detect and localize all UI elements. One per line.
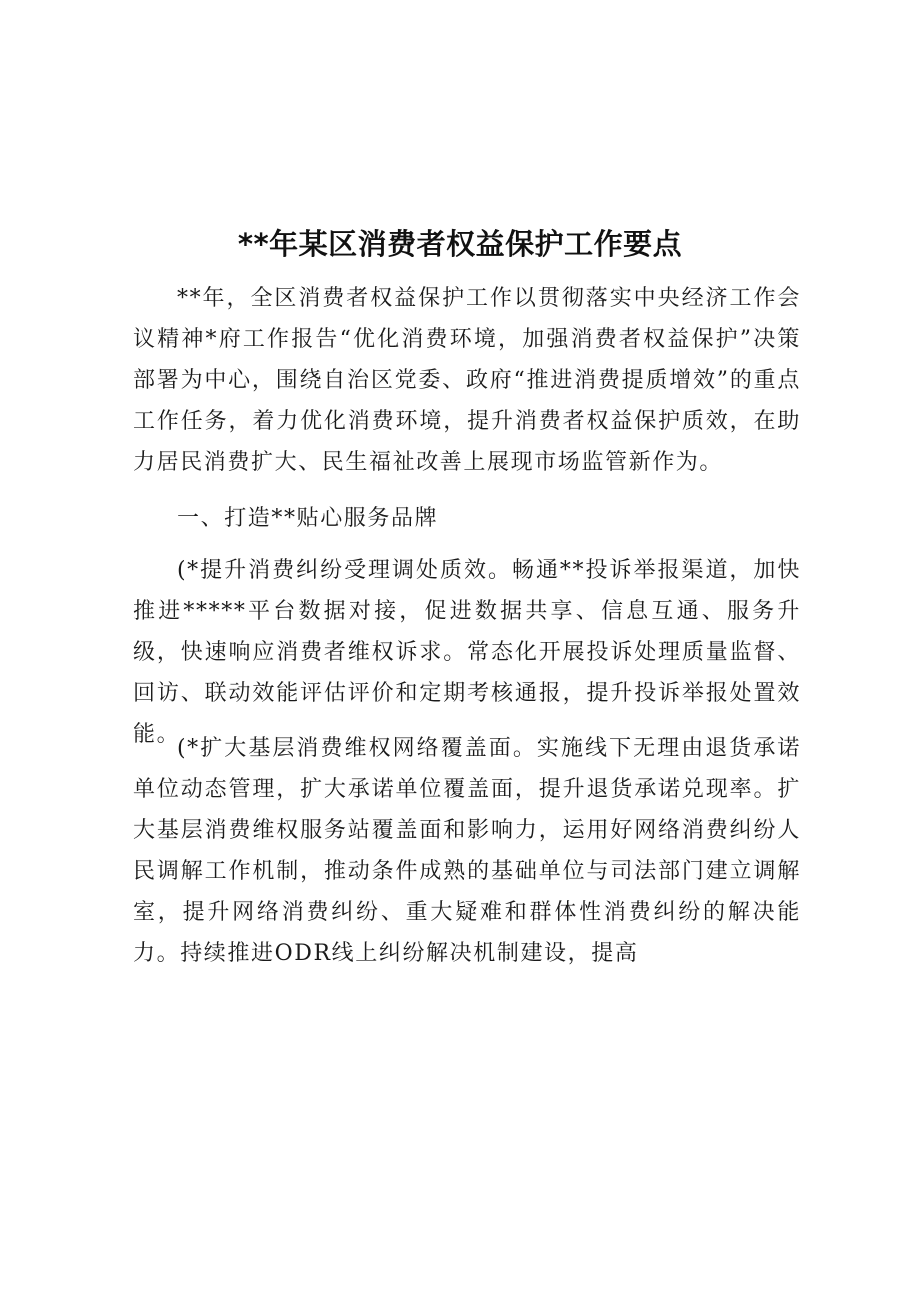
intro-paragraph: **年，全区消费者权益保护工作以贯彻落实中央经济工作会议精神*府工作报告“优化消费环境，加强消费者权益保护”决策部署为中心，围绕自治区党委、政府“推进消费提质增效”的重点工作任务，着力优化消费环境，提升消费者权益保护质效，在助力居民消费扩大、民生福祉改善上展现市场监管新作为。 [133,286,801,475]
item-paragraph-1: (*提升消费纠纷受理调处质效。畅通**投诉举报渠道，加快推进*****平台数据对接，促进数据共享、信息互通、服务升级，快速响应消费者维权诉求。常态化开展投诉处理质量监督、回访、联动效能评估评价和定期考核通报，提升投诉举报处置效能。 [133,558,801,747]
section-heading: 一、打造**贴心服务品牌 [177,506,439,531]
document-title: **年某区消费者权益保护工作要点 [237,227,683,261]
item-paragraph-2: (*扩大基层消费维权网络覆盖面。实施线下无理由退货承诺单位动态管理，扩大承诺单位覆盖面，提升退货承诺兑现率。扩大基层消费维权服务站覆盖面和影响力，运用好网络消费纠纷人民调解工作机制，推动条件成熟的基础单位与司法部门建立调解室，提升网络消费纠纷、重大疑难和群体性消费纠纷的解决能力。持续推进ODR线上纠纷解决机制建设，提高 [133,736,801,966]
